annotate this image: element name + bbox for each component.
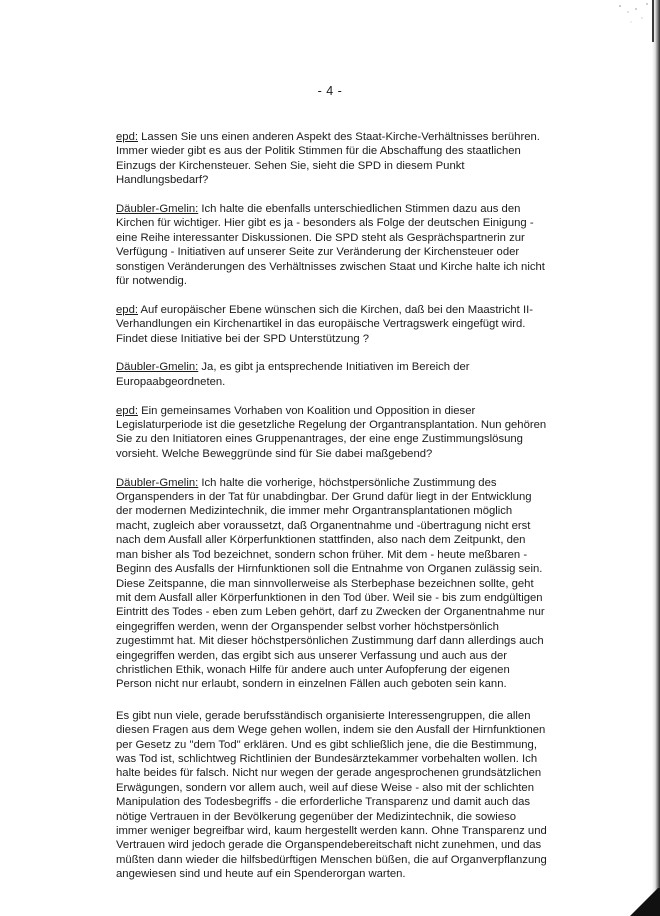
speaker-label: epd: xyxy=(116,131,138,143)
paragraph-5 xyxy=(116,404,548,462)
scan-edge-shadow xyxy=(652,0,660,916)
paragraph-text: Es gibt nun viele, gerade berufsständisch organisierte Interessengruppen, die allen diesen Fragen aus dem Wege gehen wollen, indem sie den Ausfall der Hirnfunktionen per Gesetz zu "dem Tod" erklären. Und es gibt schließlich jene, die die Bestimmung, was Tod ist, schlichtweg Richtlinien der Bundesärztekammer vorbehalten wollen. Ich halte beides für falsch. Nicht nur wegen der gerade angesprochenen grundsätzlichen Erwägungen, sondern vor allem auch, weil auf diese Weise - also mit der schlichten Manipulation des Todesbegriffs - die erforderliche Transparenz und damit auch das nötige Vertrauen in der Bevölkerung gegenüber der Medizintechnik, die sowieso immer weniger begreifbar wird, kaum hergestellt werden kann. Ohne Transparenz und Vertrauen wird jedoch gerade die Organspendebereitschaft nicht zunehmen, und das müßten dann wieder die hilfsbedürftigen Menschen büßen, die auf Organverpflanzung angewiesen sind und heute auf ein Spenderorgan warten. xyxy=(116,709,547,881)
paragraph-4 xyxy=(116,360,548,389)
speaker-label: Däubler-Gmelin: xyxy=(116,361,199,374)
scan-corner-mark xyxy=(610,876,660,916)
interview-text xyxy=(116,130,548,896)
page-number: - 4 - xyxy=(317,84,343,98)
speaker-label: Däubler-Gmelin: xyxy=(116,476,199,489)
paragraph-7 xyxy=(116,709,548,882)
paragraph-1 xyxy=(116,130,548,188)
paragraph-3 xyxy=(116,303,548,346)
paragraph-2 xyxy=(116,202,548,288)
paragraph-text: Lassen Sie uns einen anderen Aspekt des Staat-Kirche-Verhältnisses berühren. Immer wieder gibt es aus der Politik Stimmen für die Abschaffung des staatlichen Einzugs der Kirchensteuer. Sehen Sie, sieht die SPD in diesem Punkt Handlungsbedarf? xyxy=(116,131,540,187)
paragraph-text: Ja, es gibt ja entsprechende Initiativen im Bereich der Europaabgeordneten. xyxy=(116,361,470,388)
paragraph-6 xyxy=(116,476,548,692)
paragraph-text: Ich halte die vorherige, höchstpersönliche Zustimmung des Organspenders in der Tat für unabdingbar. Der Grund dafür liegt in der Entwicklung der modernen Medizintechnik, die immer mehr Organtransplantationen möglich macht, zugleich aber voraussetzt, daß Organentnahme und -übertragung nicht erst nach dem Ausfall aller Körperfunktionen stattfinden, also nach dem Zeitpunkt, den man bisher als Tod bezeichnet, sondern schon früher. Mit dem - heute meßbaren - Beginn des Ausfalls der Hirnfunktionen soll die Entnahme von Organen zulässig sein. Diese Zeitspanne, die man sinnvollerweise als Sterbephase bezeichnen sollte, geht mit dem Ausfall aller Körperfunktionen in den Tod über. Weil sie - bis zum endgültigen Eintritt des Todes - eben zum Leben gehört, darf zu Zwecken der Organentnahme nur eingegriffen werden, wenn der Organspender selbst vorher höchstpersönlich zugestimmt hat. Mit dieser höchstpersönlichen Zustimmung darf dann allerdings auch eingegriffen werden, das ergibt sich aus unserer Verfassung und auch aus der christlichen Ethik, wonach Hilfe für andere auch unter Aufopferung der eigenen Person nicht nur erlaubt, sondern in einzelnen Fällen auch geboten sein kann. xyxy=(116,476,545,691)
paragraph-text: Auf europäischer Ebene wünschen sich die Kirchen, daß bei den Maastricht II-Verhandlungen ein Kirchenartikel in das europäische Vertragswerk eingefügt wird. Findet diese Initiative bei der SPD Unterstützung ? xyxy=(116,303,533,345)
speaker-label: Däubler-Gmelin: xyxy=(116,203,199,216)
paragraph-text: Ein gemeinsames Vorhaben von Koalition und Opposition in dieser Legislaturperiode ist die gesetzliche Regelung der Organtransplantation. Nun gehören Sie zu den Initiatoren eines Gruppenantrages, der eine enge Zustimmungslösung vorsieht. Welche Beweggründe sind für Sie dabei maßgebend? xyxy=(116,404,547,460)
speaker-label: epd: xyxy=(116,303,138,316)
speaker-label: epd: xyxy=(116,404,138,417)
paragraph-text: Ich halte die ebenfalls unterschiedlichen Stimmen dazu aus den Kirchen für wichtiger. Hier gibt es ja - besonders als Folge der deutschen Einigung - eine Reihe interessanter Diskussionen. Die SPD steht als Gesprächspartnerin zur Verfügung - Initiativen auf unserer Seite zur Veränderung der Kirchensteuer oder sonstigen Veränderungen des Verhältnisses zwischen Staat und Kirche halte ich nicht für notwendig. xyxy=(116,203,545,288)
scan-speckle-mark xyxy=(600,0,660,50)
